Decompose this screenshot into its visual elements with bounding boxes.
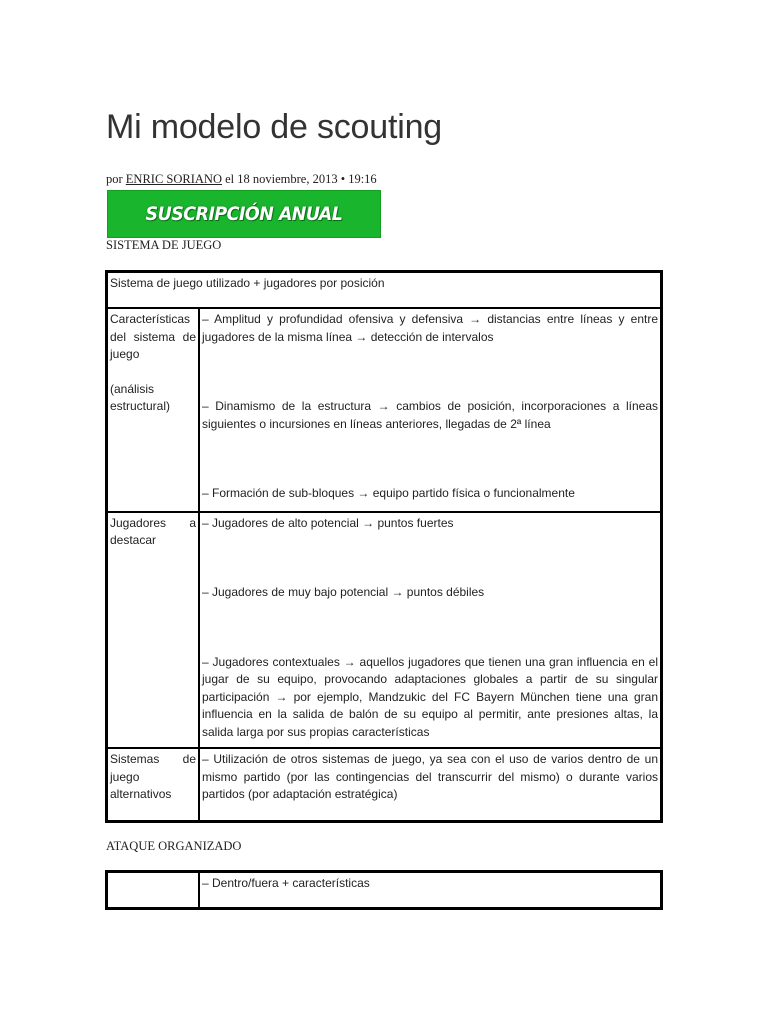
- list-item: – Formación de sub-bloques → equipo partido física o funcionalmente: [202, 486, 575, 500]
- list-item: – Utilización de otros sistemas de juego, ya sea con el uso de varios dentro de un mismo partido (por las contingencias del transcurrir del mismo) o durante varios partidos (por adaptación estratégica): [202, 752, 658, 801]
- table-row: [107, 872, 661, 908]
- section-label-sistema: SISTEMA DE JUEGO: [106, 238, 222, 252]
- row-content-cell: [199, 748, 661, 821]
- table-header-cell: Sistema de juego utilizado + jugadores por posición: [107, 272, 661, 308]
- article-title: Mi modelo de scouting: [106, 108, 442, 146]
- author-link[interactable]: ENRIC SORIANO: [125, 172, 222, 186]
- row-label-cell: [107, 308, 199, 512]
- row-label: Sistemas de juego alternativos: [110, 752, 196, 801]
- table-row: [107, 512, 661, 749]
- row-sublabel: (análisis estructural): [110, 381, 171, 413]
- ataque-table: [105, 870, 663, 910]
- table-row: [107, 748, 661, 821]
- list-item: – Jugadores contextuales → aquellos jugadores que tienen una gran influencia en el jugar de su equipo, provocando adaptaciones globales a partir de su singular participación → por ejemplo, Mandzukic del FC Bayern München tiene una gran influencia en la salida de balón de su equipo al permitir, ante presiones altas, la salida larga por sus propias características: [202, 654, 658, 739]
- list-item: – Amplitud y profundidad ofensiva y defensiva → distancias entre líneas y entre jugadores de la misma línea → detección de intervalos: [202, 312, 658, 344]
- list-item: – Jugadores de alto potencial → puntos fuertes: [202, 515, 454, 530]
- byline: [106, 172, 377, 187]
- row-label: Jugadores a destacar: [110, 515, 196, 547]
- table-row: [107, 308, 661, 512]
- sistema-table: [105, 270, 663, 823]
- row-label-cell: [107, 748, 199, 821]
- row-label: Características del sistema de juego: [110, 312, 196, 361]
- byline-prefix: por: [106, 172, 123, 186]
- row-label-cell: [107, 512, 199, 749]
- row-label-cell: [107, 872, 199, 908]
- row-content-cell: – Dentro/fuera + características: [199, 872, 661, 908]
- subscription-banner[interactable]: [107, 190, 381, 238]
- post-date: el 18 noviembre, 2013 • 19:16: [225, 172, 377, 186]
- table-row: [107, 272, 661, 308]
- row-content-cell: [199, 308, 661, 512]
- list-item: – Jugadores de muy bajo potencial → puntos débiles: [202, 585, 485, 599]
- section-label-ataque: ATAQUE ORGANIZADO: [106, 839, 242, 853]
- list-item: – Dinamismo de la estructura → cambios de posición, incorporaciones a líneas siguientes o incursiones en líneas anteriores, llegadas de 2ª línea: [202, 399, 658, 431]
- banner-text: SUSCRIPCIÓN ANUAL: [145, 203, 343, 225]
- row-content-cell: [199, 512, 661, 749]
